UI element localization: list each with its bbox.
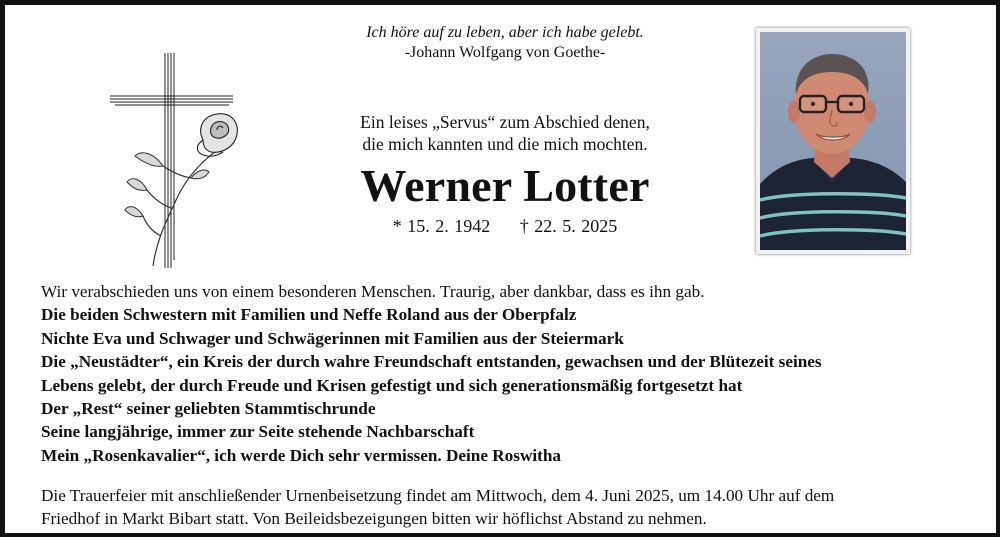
mourner-line: Die beiden Schwestern mit Familien und Neffe Roland aus der Oberpfalz	[41, 305, 577, 325]
funeral-line-2: Friedhof in Markt Bibart statt. Von Beileidsbezeigungen bitten wir höflichst Abstand zu nehmen.	[41, 509, 707, 529]
mourner-line: Lebens gelebt, der durch Freude und Krisen gefestigt und sich generationsmäßig fortgesetzt hat	[41, 375, 743, 395]
farewell-verse	[305, 111, 705, 155]
portrait-photo	[756, 28, 910, 254]
farewell-line-1: Ein leises „Servus“ zum Abschied denen,	[360, 112, 650, 132]
mourners-intro: Wir verabschieden uns von einem besonderen Menschen. Traurig, aber dankbar, dass es ihn gab.	[41, 282, 705, 301]
goethe-quote: Ich höre auf zu leben, aber ich habe gelebt.	[366, 24, 644, 41]
mourner-line: Der „Rest“ seiner geliebten Stammtischrunde	[41, 399, 376, 419]
death-date: † 22. 5. 2025	[519, 216, 618, 236]
mourner-line: Mein „Rosenkavalier“, ich werde Dich sehr vermissen. Deine Roswitha	[41, 445, 562, 465]
cross-with-rose-icon	[105, 48, 245, 270]
mourners-block	[41, 280, 971, 467]
deceased-name: Werner Lotter	[360, 160, 650, 211]
mourner-line: Die „Neustädter“, ein Kreis der durch wahre Freundschaft entstanden, gewachsen und der Blütezeit seines	[41, 352, 822, 372]
mourner-line: Nichte Eva und Schwager und Schwägerinnen mit Familien aus der Steiermark	[41, 328, 624, 348]
farewell-line-2: die mich kannten und die mich mochten.	[362, 134, 648, 154]
header-block	[305, 23, 705, 237]
life-dates	[305, 215, 705, 237]
funeral-line-1: Die Trauerfeier mit anschließender Urnenbeisetzung findet am Mittwoch, dem 4. Juni 2025, um 14.00 Uhr auf dem	[41, 486, 835, 505]
birth-date: * 15. 2. 1942	[392, 216, 491, 236]
quote-author: -Johann Wolfgang von Goethe-	[404, 44, 606, 61]
mourner-line: Seine langjährige, immer zur Seite stehende Nachbarschaft	[41, 422, 475, 442]
funeral-info	[41, 484, 971, 531]
